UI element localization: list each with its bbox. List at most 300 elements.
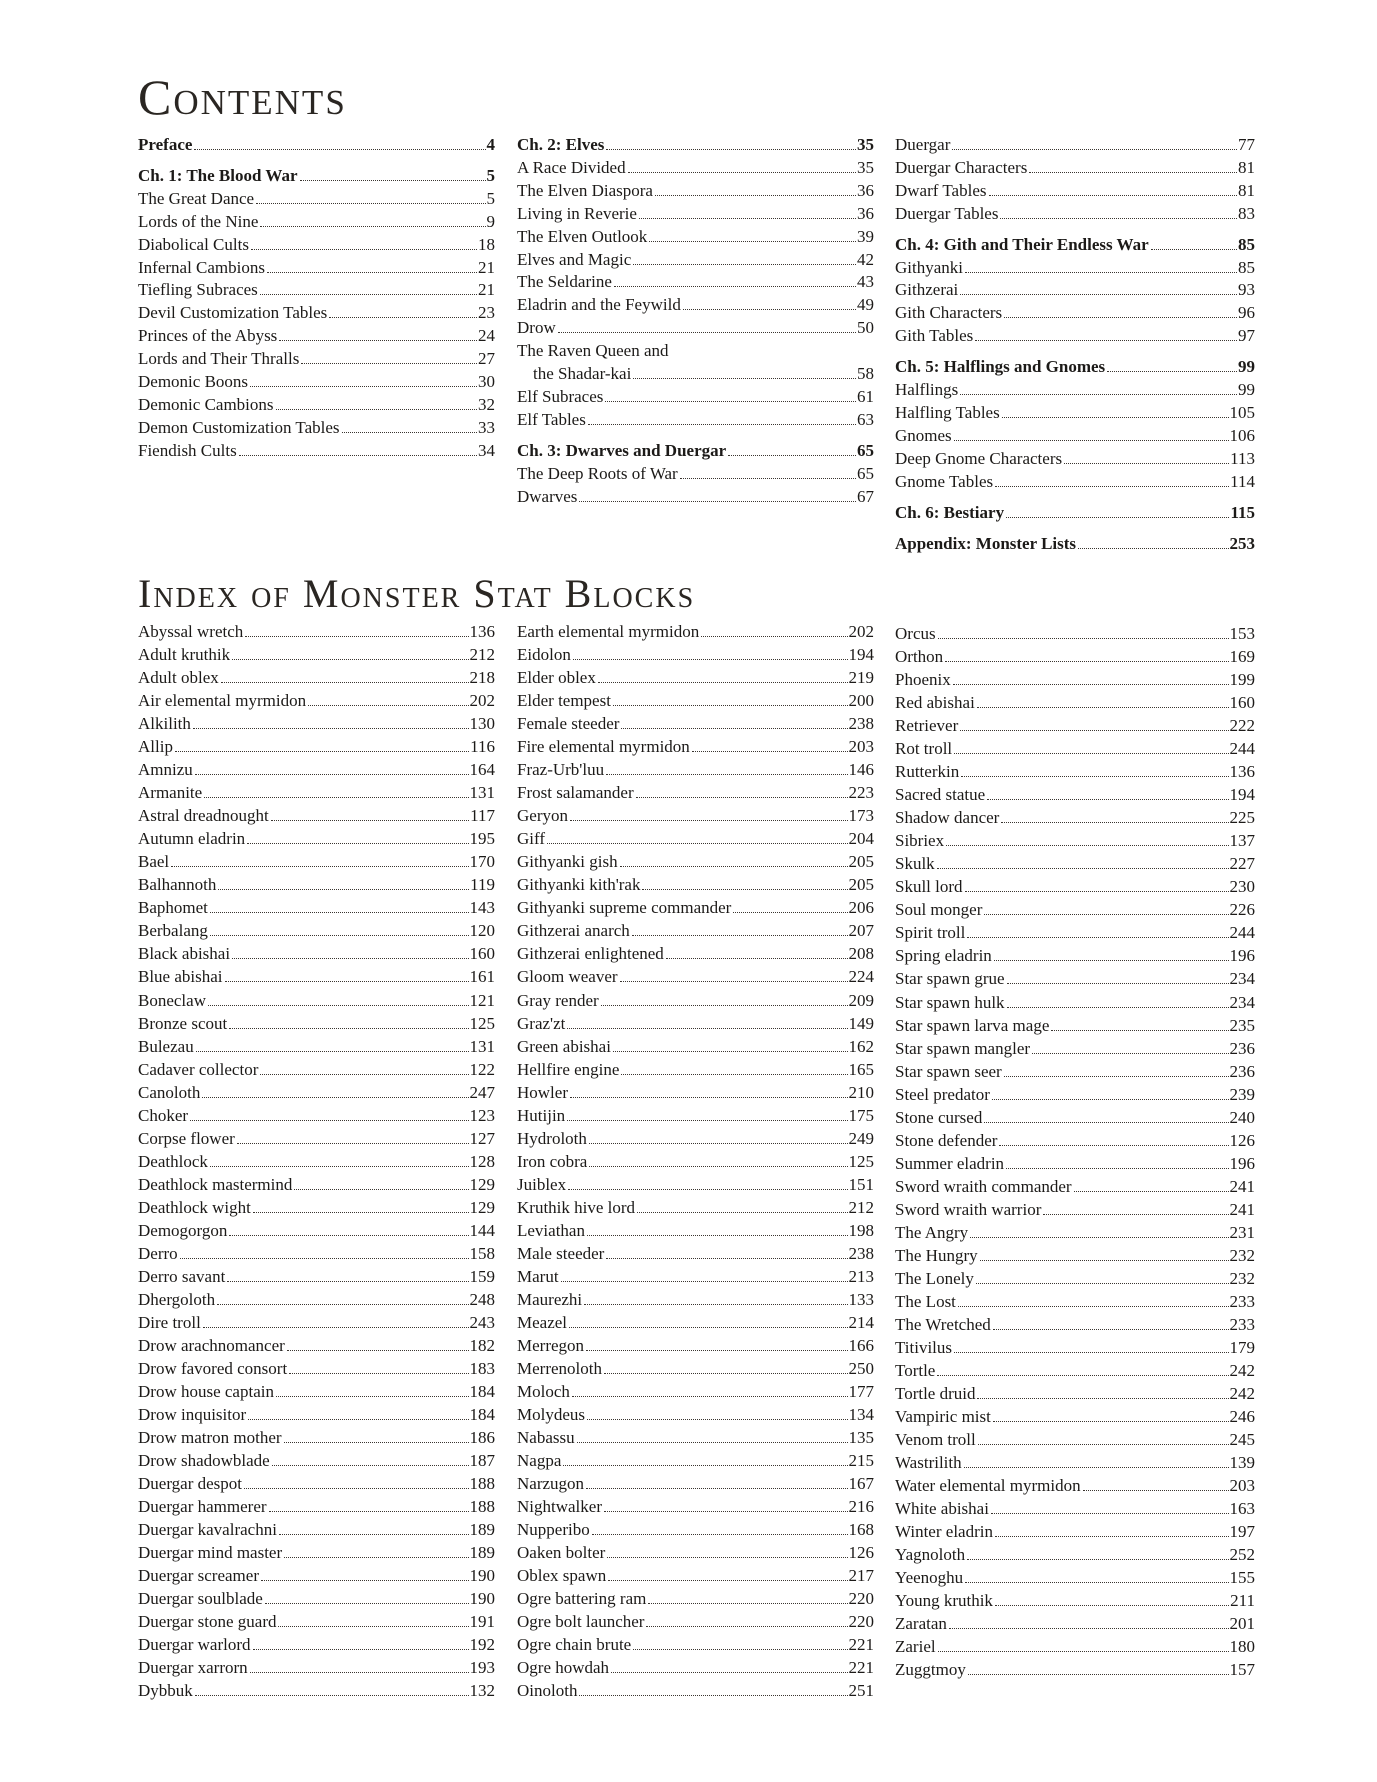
index-entry: [138, 919, 495, 942]
entry-page: 179: [1229, 1337, 1255, 1357]
dot-leader: [589, 1143, 848, 1144]
entry-page: 131: [469, 1036, 495, 1056]
entry-page: 222: [1229, 716, 1255, 736]
index-entry: [517, 1380, 874, 1403]
index-entry: [517, 1679, 874, 1702]
contents-entry: [138, 234, 495, 257]
dot-leader: [267, 272, 477, 273]
index-entry: [895, 1336, 1255, 1359]
dot-leader: [587, 1419, 848, 1420]
dot-leader: [1004, 1076, 1229, 1077]
index-entry: [517, 1541, 874, 1564]
dot-leader: [250, 1672, 469, 1673]
entry-title: Male steeder: [517, 1243, 605, 1263]
dot-leader: [666, 958, 848, 959]
entry-title: Graz'zt: [517, 1013, 566, 1033]
entry-page: 36: [857, 203, 874, 223]
entry-page: 215: [848, 1451, 874, 1471]
entry-title: Stone cursed: [895, 1107, 983, 1127]
entry-page: 125: [469, 1013, 495, 1033]
index-entry: [517, 989, 874, 1012]
entry-page: 129: [469, 1197, 495, 1217]
entry-page: 200: [848, 691, 874, 711]
dot-leader: [968, 1674, 1229, 1675]
dot-leader: [227, 1281, 468, 1282]
entry-title: Nupperibo: [517, 1520, 590, 1540]
entry-page: 214: [848, 1312, 874, 1332]
entry-title: Infernal Cambions: [138, 257, 265, 277]
entry-page: 128: [469, 1151, 495, 1171]
contents-column-3: [895, 134, 1255, 555]
entry-title: Adult oblex: [138, 668, 219, 688]
dot-leader: [995, 1605, 1229, 1606]
entry-title: Oinoloth: [517, 1681, 578, 1701]
dot-leader: [984, 914, 1228, 915]
contents-entry: [895, 502, 1255, 525]
entry-title: Adult kruthik: [138, 645, 231, 665]
dot-leader: [620, 981, 848, 982]
dot-leader: [970, 1237, 1228, 1238]
index-entry: [138, 873, 495, 896]
entry-title: Venom troll: [895, 1430, 976, 1450]
entry-page: 236: [1229, 1038, 1255, 1058]
entry-page: 238: [848, 714, 874, 734]
dot-leader: [253, 1649, 469, 1650]
entry-page: 187: [469, 1451, 495, 1471]
index-entry: [138, 1656, 495, 1679]
entry-page: 21: [478, 280, 495, 300]
entry-page: 4: [486, 135, 495, 154]
entry-page: 233: [1229, 1314, 1255, 1334]
index-entry: [517, 896, 874, 919]
contents-entry: [517, 463, 874, 486]
entry-title: Ch. 1: The Blood War: [138, 165, 298, 185]
dot-leader: [608, 1580, 847, 1581]
entry-page: 180: [1229, 1637, 1255, 1657]
dot-leader: [239, 455, 477, 456]
entry-page: 137: [1229, 831, 1255, 851]
entry-page: 241: [1229, 1199, 1255, 1219]
index-entry: [895, 1474, 1255, 1497]
index-entry: [138, 1288, 495, 1311]
index-entry: [517, 1449, 874, 1472]
contents-title: Contents: [138, 69, 347, 125]
entry-title: Elves and Magic: [517, 249, 632, 269]
dot-leader: [992, 1099, 1229, 1100]
contents-entry: [895, 533, 1255, 556]
entry-title: Deep Gnome Characters: [895, 448, 1063, 468]
entry-page: 220: [848, 1589, 874, 1609]
entry-title: Duergar Tables: [895, 203, 999, 223]
entry-title: Gloom weaver: [517, 967, 618, 987]
index-entry: [517, 827, 874, 850]
entry-page: 196: [1229, 946, 1255, 966]
entry-title: Ch. 5: Halflings and Gnomes: [895, 357, 1106, 377]
dot-leader: [1032, 1053, 1228, 1054]
entry-page: 188: [469, 1474, 495, 1494]
contents-entry: [517, 486, 874, 509]
dot-leader: [232, 659, 468, 660]
dot-leader: [1004, 317, 1237, 318]
index-entry: [517, 1219, 874, 1242]
dot-leader: [278, 1626, 468, 1627]
entry-page: 132: [469, 1681, 495, 1701]
entry-title: Astral dreadnought: [138, 806, 269, 826]
dot-leader: [993, 1421, 1229, 1422]
dot-leader: [570, 820, 848, 821]
entry-title: Zuggtmoy: [895, 1660, 966, 1680]
entry-title: Leviathan: [517, 1220, 585, 1240]
dot-leader: [284, 1557, 468, 1558]
entry-page: 191: [469, 1612, 495, 1632]
dot-leader: [1074, 1191, 1229, 1192]
dot-leader: [636, 797, 848, 798]
entry-page: 85: [1238, 257, 1255, 277]
dot-leader: [683, 309, 856, 310]
entry-title: Star spawn hulk: [895, 992, 1005, 1012]
contents-entry: [138, 440, 495, 463]
entry-page: 236: [1229, 1061, 1255, 1081]
index-entry: [895, 1152, 1255, 1175]
entry-page: 144: [469, 1220, 495, 1240]
dot-leader: [606, 1258, 847, 1259]
dot-leader: [570, 1097, 848, 1098]
entry-page: 173: [848, 806, 874, 826]
dot-leader: [568, 1189, 847, 1190]
entry-page: 217: [848, 1566, 874, 1586]
entry-page: 33: [478, 417, 495, 437]
entry-page: 157: [1229, 1660, 1255, 1680]
dot-leader: [190, 1120, 468, 1121]
dot-leader: [606, 774, 847, 775]
dot-leader: [987, 799, 1228, 800]
entry-title: Spring eladrin: [895, 946, 992, 966]
dot-leader: [946, 845, 1228, 846]
entry-title: Retriever: [895, 716, 959, 736]
dot-leader: [991, 1513, 1229, 1514]
entry-page: 105: [1229, 402, 1255, 422]
entry-title: Cadaver collector: [138, 1059, 259, 1079]
contents-entry: [138, 394, 495, 417]
entry-page: 160: [469, 944, 495, 964]
entry-page: 27: [478, 349, 495, 369]
index-entry: [895, 691, 1255, 714]
entry-page: 153: [1229, 624, 1255, 643]
index-entry: [895, 875, 1255, 898]
index-entry: [517, 643, 874, 666]
index-entry: [138, 1311, 495, 1334]
entry-page: 224: [848, 967, 874, 987]
entry-page: 135: [848, 1428, 874, 1448]
entry-page: 23: [478, 303, 495, 323]
dot-leader: [276, 409, 477, 410]
index-entry: [895, 622, 1255, 645]
index-entry: [517, 1104, 874, 1127]
index-entry: [517, 965, 874, 988]
index-entry: [517, 1196, 874, 1219]
entry-page: 123: [469, 1105, 495, 1125]
entry-title: Balhannoth: [138, 875, 217, 895]
entry-title: The Deep Roots of War: [517, 463, 678, 483]
index-entry: [895, 1520, 1255, 1543]
dot-leader: [607, 1557, 847, 1558]
entry-page: 30: [478, 372, 495, 392]
dot-leader: [180, 1258, 469, 1259]
dot-leader: [218, 889, 469, 890]
index-entry: [895, 1635, 1255, 1658]
contents-entry: [895, 302, 1255, 325]
dot-leader: [577, 1442, 848, 1443]
entry-page: 192: [469, 1635, 495, 1655]
entry-page: 34: [478, 440, 495, 460]
entry-page: 241: [1229, 1176, 1255, 1196]
index-entry: [138, 1541, 495, 1564]
entry-title: Lords and Their Thralls: [138, 349, 300, 369]
dot-leader: [655, 195, 856, 196]
entry-title: Drow inquisitor: [138, 1405, 247, 1425]
contents-entry: [895, 180, 1255, 203]
entry-page: 221: [848, 1635, 874, 1655]
dot-leader: [975, 340, 1237, 341]
entry-title: A Race Divided: [517, 157, 626, 177]
entry-title: Frost salamander: [517, 783, 634, 803]
entry-title: Soul monger: [895, 900, 983, 920]
dot-leader: [967, 937, 1228, 938]
contents-entry: [517, 294, 874, 317]
entry-title: Star spawn grue: [895, 969, 1005, 989]
entry-title: Merregon: [517, 1335, 585, 1355]
entry-page: 216: [848, 1497, 874, 1517]
index-entry: [517, 1058, 874, 1081]
index-entry: [138, 666, 495, 689]
contents-entry: [138, 211, 495, 234]
entry-title: Ch. 6: Bestiary: [895, 502, 1005, 522]
dot-leader: [237, 1143, 469, 1144]
entry-page: 117: [470, 806, 495, 826]
entry-page: 35: [857, 135, 874, 154]
index-entry: [517, 1357, 874, 1380]
entry-page: 126: [848, 1543, 874, 1563]
entry-page: 149: [848, 1013, 874, 1033]
entry-title: Princes of the Abyss: [138, 326, 278, 346]
dot-leader: [1007, 983, 1229, 984]
dot-leader: [614, 286, 856, 287]
entry-page: 219: [848, 668, 874, 688]
entry-title: The Hungry: [895, 1245, 978, 1265]
dot-leader: [701, 636, 847, 637]
index-entry: [517, 873, 874, 896]
entry-page: 35: [857, 157, 874, 177]
entry-page: 201: [1229, 1614, 1255, 1634]
contents-entry: [138, 417, 495, 440]
entry-title: Duergar warlord: [138, 1635, 251, 1655]
index-entry: [895, 852, 1255, 875]
index-entry: [895, 1497, 1255, 1520]
entry-page: 233: [1229, 1291, 1255, 1311]
contents-entry: [895, 356, 1255, 379]
entry-title: Hellfire engine: [517, 1059, 620, 1079]
entry-page: 190: [469, 1589, 495, 1609]
entry-page: 223: [848, 783, 874, 803]
entry-title: Zariel: [895, 1637, 936, 1657]
entry-title: Demon Customization Tables: [138, 417, 340, 437]
index-entry: [895, 645, 1255, 668]
index-entry: [895, 1175, 1255, 1198]
entry-title: Summer eladrin: [895, 1153, 1005, 1173]
dot-leader: [639, 218, 856, 219]
entry-page: 106: [1229, 425, 1255, 445]
index-entry: [138, 1518, 495, 1541]
entry-title: Dwarves: [517, 486, 578, 506]
dot-leader: [995, 486, 1229, 487]
dot-leader: [284, 1442, 469, 1443]
entry-title: Giff: [517, 829, 546, 849]
entry-title: Gith Tables: [895, 326, 974, 346]
entry-page: 126: [1229, 1130, 1255, 1150]
index-entry: [517, 1587, 874, 1610]
index-entry: [517, 1150, 874, 1173]
entry-title: Iron cobra: [517, 1151, 588, 1171]
index-entry: [138, 1495, 495, 1518]
index-entry: [517, 1012, 874, 1035]
index-entry: [138, 965, 495, 988]
entry-page: 67: [857, 486, 874, 506]
dot-leader: [1083, 1490, 1229, 1491]
dot-leader: [256, 203, 485, 204]
entry-page: 193: [469, 1658, 495, 1678]
entry-title: Derro: [138, 1243, 178, 1263]
contents-entry: [895, 471, 1255, 494]
entry-title: Black abishai: [138, 944, 231, 964]
index-entry: [895, 737, 1255, 760]
dot-leader: [208, 1005, 469, 1006]
index-entry: [138, 1196, 495, 1219]
entry-title: Skulk: [895, 854, 935, 874]
index-entry: [517, 735, 874, 758]
entry-page: 129: [469, 1174, 495, 1194]
entry-title: Githyanki gish: [517, 852, 618, 872]
entry-page: 244: [1229, 739, 1255, 759]
entry-page: 96: [1238, 303, 1255, 323]
entry-page: 220: [848, 1612, 874, 1632]
contents-entry: [138, 325, 495, 348]
entry-title: Female steeder: [517, 714, 620, 734]
entry-title: Demonic Cambions: [138, 394, 274, 414]
dot-leader: [589, 1166, 847, 1167]
entry-title: Allip: [138, 737, 173, 757]
index-entry: [517, 1242, 874, 1265]
entry-title: Molydeus: [517, 1405, 585, 1425]
entry-title: Vampiric mist: [895, 1407, 991, 1427]
dot-leader: [247, 843, 468, 844]
dot-leader: [649, 241, 856, 242]
entry-title: Halfling Tables: [895, 402, 1000, 422]
entry-title: Skull lord: [895, 877, 963, 897]
dot-leader: [646, 1626, 847, 1627]
entry-title: Orcus: [895, 624, 936, 643]
entry-title: The Great Dance: [138, 188, 255, 208]
index-entry: [517, 942, 874, 965]
entry-page: 252: [1229, 1545, 1255, 1565]
contents-entry: [517, 271, 874, 294]
entry-title: Ch. 3: Dwarves and Duergar: [517, 440, 727, 460]
entry-title: White abishai: [895, 1499, 989, 1519]
dot-leader: [1006, 1168, 1228, 1169]
entry-title: Wastrilith: [895, 1453, 962, 1473]
dot-leader: [294, 1189, 468, 1190]
dot-leader: [978, 1444, 1229, 1445]
entry-title: Githyanki: [895, 257, 963, 277]
entry-page: 203: [848, 737, 874, 757]
entry-page: 251: [848, 1681, 874, 1701]
entry-page: 21: [478, 257, 495, 277]
dot-leader: [1064, 463, 1229, 464]
entry-title: Demogorgon: [138, 1220, 228, 1240]
entry-title: Howler: [517, 1082, 568, 1102]
index-entry: [895, 1244, 1255, 1267]
entry-title: Githzerai: [895, 280, 959, 300]
entry-page: 169: [1229, 647, 1255, 667]
entry-title: Air elemental myrmidon: [138, 691, 307, 711]
entry-title: Armanite: [138, 783, 203, 803]
index-entry: [517, 1265, 874, 1288]
dot-leader: [938, 638, 1229, 639]
entry-title: Eladrin and the Feywild: [517, 295, 681, 315]
contents-entry: [517, 249, 874, 272]
entry-title: Meazel: [517, 1312, 568, 1332]
dot-leader: [558, 332, 856, 333]
entry-page: 202: [469, 691, 495, 711]
entry-page: 212: [469, 645, 495, 665]
dot-leader: [692, 751, 848, 752]
index-entry: [138, 781, 495, 804]
dot-leader: [300, 180, 486, 181]
dot-leader: [965, 272, 1237, 273]
dot-leader: [945, 661, 1228, 662]
entry-page: 244: [1229, 923, 1255, 943]
index-entry: [138, 758, 495, 781]
entry-page: 164: [469, 760, 495, 780]
dot-leader: [573, 659, 848, 660]
index-entry: [517, 850, 874, 873]
dot-leader: [579, 1695, 847, 1696]
dot-leader: [976, 1283, 1229, 1284]
index-entry: [517, 1035, 874, 1058]
dot-leader: [271, 820, 469, 821]
entry-title: Gith Characters: [895, 303, 1003, 323]
entry-title: Sibriex: [895, 831, 945, 851]
entry-title: Moloch: [517, 1382, 570, 1402]
entry-title: Abyssal wretch: [138, 622, 244, 641]
contents-entry: [517, 409, 874, 432]
entry-page: 197: [1229, 1522, 1255, 1542]
dot-leader: [289, 1373, 468, 1374]
index-entry: [517, 804, 874, 827]
entry-title: Star spawn larva mage: [895, 1015, 1050, 1035]
dot-leader: [587, 1235, 848, 1236]
dot-leader: [301, 363, 477, 364]
entry-title: the Shadar-kai: [533, 364, 632, 384]
entry-title: Maurezhi: [517, 1289, 583, 1309]
entry-title: Ch. 4: Gith and Their Endless War: [895, 234, 1149, 254]
entry-page: 168: [848, 1520, 874, 1540]
entry-title: Gnome Tables: [895, 471, 994, 491]
entry-title: Ogre battering ram: [517, 1589, 647, 1609]
entry-page: 116: [470, 737, 495, 757]
entry-title: Elder oblex: [517, 668, 596, 688]
entry-title: Derro savant: [138, 1266, 226, 1286]
entry-title: Duergar screamer: [138, 1566, 259, 1586]
